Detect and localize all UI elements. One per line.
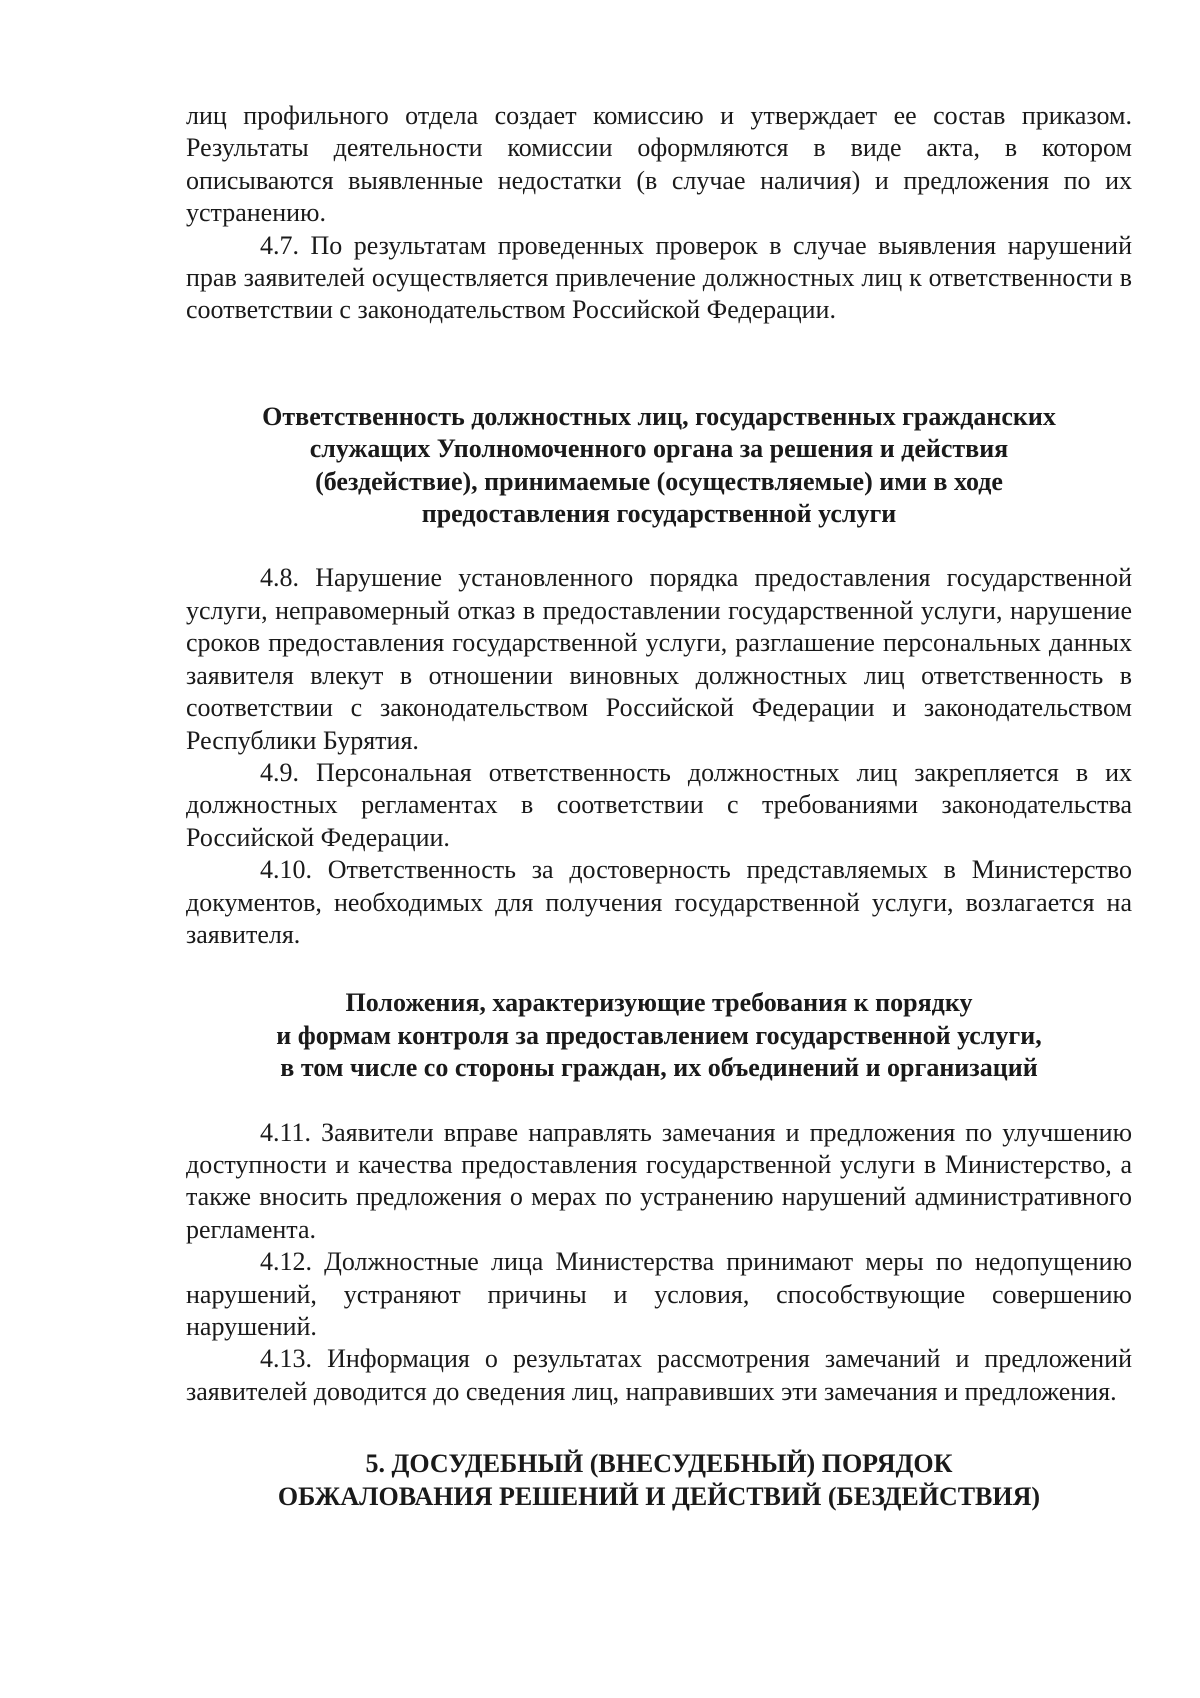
paragraph-4-12: 4.12. Должностные лица Министерства принимают меры по недопущению нарушений, устраняют причины и условия, способствующие совершению нарушений. (186, 1247, 1132, 1341)
paragraph-4-13: 4.13. Информация о результатах рассмотрения замечаний и предложений заявителей доводится до сведения лиц, направивших эти замечания и предложения. (186, 1344, 1132, 1406)
section-heading-responsibility (186, 401, 1132, 531)
heading-line: предоставления государственной услуги (421, 499, 897, 529)
paragraph-4-10: 4.10. Ответственность за достоверность представляемых в Министерство документов, необходимых для получения государственной услуги, возлагается на заявителя. (186, 855, 1132, 949)
heading-line: Ответственность должностных лиц, государственных гражданских (262, 401, 1056, 431)
heading-line: служащих Уполномоченного органа за решения и действия (309, 434, 1009, 464)
section-heading-5-appeal (186, 1448, 1132, 1513)
paragraph-4-11: 4.11. Заявители вправе направлять замечания и предложения по улучшению доступности и качества предоставления государственной услуги в Министерство, а также вносить предложения о мерах по устранению нарушений административного регламента. (186, 1117, 1132, 1244)
heading-line: Положения, характеризующие требования к порядку (345, 988, 973, 1018)
heading-line: 5. ДОСУДЕБНЫЙ (ВНЕСУДЕБНЫЙ) ПОРЯДОК (365, 1449, 953, 1479)
heading-line: в том числе со стороны граждан, их объединений и организаций (280, 1053, 1038, 1083)
paragraph-continuation: лиц профильного отдела создает комиссию и утверждает ее состав приказом. Результаты деятельности комиссии оформляются в виде акта, в котором описываются выявленные недостатки (в случае наличия) и предложения по их устранению. (186, 101, 1132, 228)
paragraph-4-7: 4.7. По результатам проведенных проверок в случае выявления нарушений прав заявителей осуществляется привлечение должностных лиц к ответственности в соответствии с законодательством Российской Федерации. (186, 230, 1132, 325)
paragraph-4-8: 4.8. Нарушение установленного порядка предоставления государственной услуги, неправомерный отказ в предоставлении государственной услуги, нарушение сроков предоставления государственной услуги, разглашение персональных данных заявителя влекут в отношении виновных должностных лиц ответственность в соответствии с законодательством Российской Федерации и законодательством Республики Бурятия. (186, 563, 1132, 755)
paragraph-4-9: 4.9. Персональная ответственность должностных лиц закрепляется в их должностных регламентах в соответствии с требованиями законодательства Российской Федерации. (186, 757, 1132, 852)
document-page (186, 100, 1132, 1513)
section-heading-control-requirements (186, 987, 1132, 1084)
heading-line: ОБЖАЛОВАНИЯ РЕШЕНИЙ И ДЕЙСТВИЙ (БЕЗДЕЙСТВИЯ) (277, 1481, 1041, 1511)
heading-line: (бездействие), принимаемые (осуществляемые) ими в ходе (315, 466, 1003, 496)
heading-line: и формам контроля за предоставлением государственной услуги, (276, 1020, 1042, 1050)
